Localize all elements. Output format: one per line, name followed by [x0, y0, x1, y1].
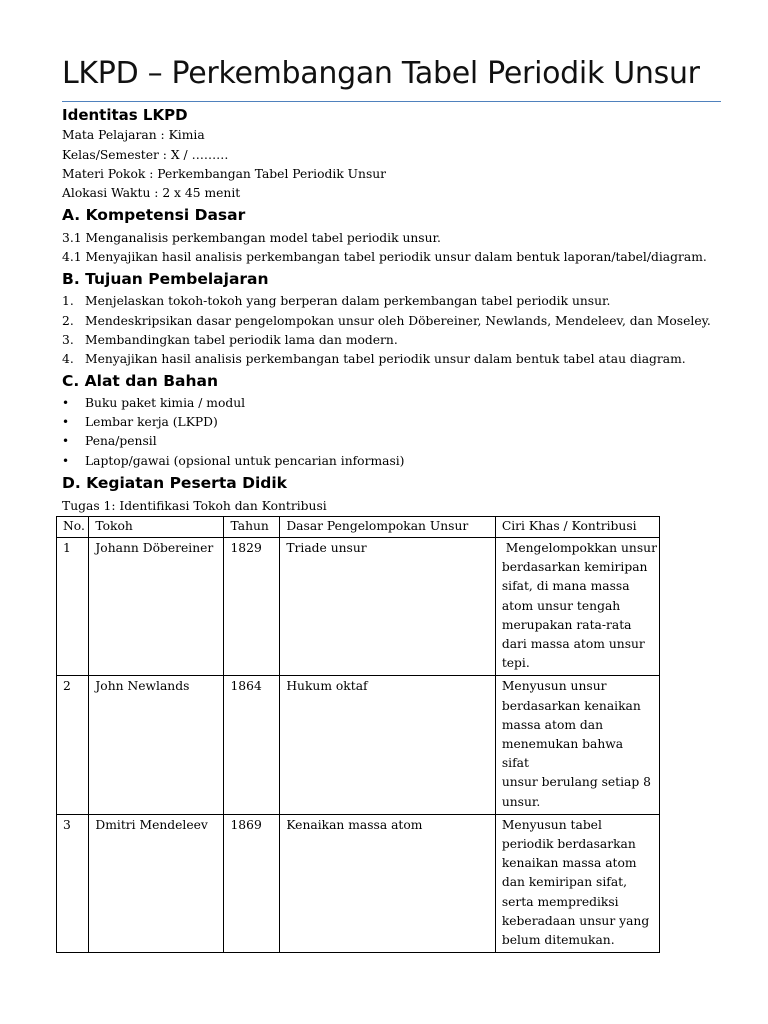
bullet-icon: • — [62, 434, 70, 448]
cell-line: berdasarkan kemiripan — [501, 560, 648, 575]
cell-no: 3 — [57, 814, 89, 952]
cell-line: dan kemiripan sifat, — [501, 875, 628, 890]
task-label: Tugas 1: Identifikasi Tokoh dan Kontribusi — [62, 499, 327, 513]
kompetensi-heading: A. Kompetensi Dasar — [62, 206, 246, 224]
item-text: Lembar kerja (LKPD) — [85, 415, 218, 429]
tujuan-item — [62, 294, 610, 309]
cell-line: berdasarkan kenaikan — [501, 698, 641, 713]
bullet-icon: • — [62, 396, 70, 410]
cell-no: 1 — [57, 538, 89, 676]
identitas-heading: Identitas LKPD — [62, 106, 188, 124]
cell-dasar: Kenaikan massa atom — [280, 814, 496, 952]
cell-line: merupakan rata-rata — [501, 617, 632, 632]
table-header-row — [57, 517, 660, 538]
header-dasar: Dasar Pengelompokan Unsur — [280, 517, 496, 538]
cell-ciri — [495, 814, 659, 952]
cell-tokoh: John Newlands — [89, 676, 224, 814]
cell-line: serta memprediksi — [501, 894, 619, 909]
tokoh-table — [56, 516, 660, 953]
tujuan-item — [62, 352, 686, 367]
item-text: Laptop/gawai (opsional untuk pencarian informasi) — [85, 454, 405, 468]
cell-ciri — [495, 538, 659, 676]
bullet-icon: • — [62, 454, 70, 468]
cell-no: 2 — [57, 676, 89, 814]
item-text: Mendeskripsikan dasar pengelompokan unsur oleh Döbereiner, Newlands, Mendeleev, dan Moseley. — [85, 314, 711, 328]
cell-ciri — [495, 676, 659, 814]
kegiatan-heading: D. Kegiatan Peserta Didik — [62, 474, 287, 492]
item-text: Membandingkan tabel periodik lama dan modern. — [85, 333, 398, 347]
table-row — [57, 814, 660, 952]
tujuan-item — [62, 333, 398, 348]
tujuan-item — [62, 314, 711, 329]
item-number: 4. — [62, 352, 74, 366]
cell-line: Menyusun tabel — [501, 817, 602, 832]
identitas-line: Mata Pelajaran : Kimia — [62, 128, 205, 142]
cell-tahun: 1829 — [224, 538, 280, 676]
item-text: Buku paket kimia / modul — [85, 396, 246, 410]
header-tokoh: Tokoh — [89, 517, 224, 538]
title-underline — [62, 101, 721, 102]
item-number: 1. — [62, 294, 74, 308]
identitas-line: Materi Pokok : Perkembangan Tabel Periodik Unsur — [62, 167, 387, 181]
alat-item — [62, 434, 157, 449]
item-text: Menyajikan hasil analisis perkembangan tabel periodik unsur dalam bentuk tabel atau diagram. — [85, 352, 686, 366]
table-row — [57, 538, 660, 676]
cell-line: unsur berulang setiap 8 — [501, 775, 651, 790]
cell-line: kenaikan massa atom — [501, 856, 637, 871]
cell-dasar: Triade unsur — [280, 538, 496, 676]
cell-line: unsur. — [501, 794, 541, 809]
alat-heading: C. Alat dan Bahan — [62, 372, 219, 390]
header-tahun: Tahun — [224, 517, 280, 538]
item-number: 3. — [62, 333, 74, 347]
cell-line: Mengelompokkan unsur — [501, 541, 657, 555]
cell-tahun: 1864 — [224, 676, 280, 814]
cell-tahun: 1869 — [224, 814, 280, 952]
cell-line: menemukan bahwa sifat — [501, 737, 624, 771]
cell-line: periodik berdasarkan — [501, 837, 636, 852]
tujuan-heading: B. Tujuan Pembelajaran — [62, 270, 269, 288]
identitas-line: Alokasi Waktu : 2 x 45 menit — [62, 186, 241, 200]
cell-line: atom unsur tengah — [501, 598, 621, 613]
alat-item — [62, 396, 245, 411]
identitas-line: Kelas/Semester : X / ……… — [62, 148, 229, 162]
cell-line: dari massa atom unsur — [501, 637, 645, 652]
item-text: Pena/pensil — [85, 434, 157, 448]
document-title: LKPD – Perkembangan Tabel Periodik Unsur — [62, 56, 700, 91]
bullet-icon: • — [62, 415, 70, 429]
header-no: No. — [57, 517, 89, 538]
item-number: 2. — [62, 314, 74, 328]
kompetensi-line: 4.1 Menyajikan hasil analisis perkembangan tabel periodik unsur dalam bentuk laporan/tabel/diagram. — [62, 250, 707, 264]
cell-tokoh: Dmitri Mendeleev — [89, 814, 224, 952]
cell-tokoh: Johann Döbereiner — [89, 538, 224, 676]
cell-line: keberadaan unsur yang — [501, 913, 650, 928]
cell-line: sifat, di mana massa — [501, 579, 630, 594]
header-ciri: Ciri Khas / Kontribusi — [495, 517, 659, 538]
cell-line: belum ditemukan. — [501, 933, 615, 948]
item-text: Menjelaskan tokoh-tokoh yang berperan dalam perkembangan tabel periodik unsur. — [85, 294, 611, 308]
cell-line: massa atom dan — [501, 717, 604, 732]
alat-item — [62, 454, 404, 469]
table-row — [57, 676, 660, 814]
cell-dasar: Hukum oktaf — [280, 676, 496, 814]
kompetensi-line: 3.1 Menganalisis perkembangan model tabel periodik unsur. — [62, 231, 441, 245]
alat-item — [62, 415, 218, 430]
cell-line: tepi. — [501, 656, 530, 671]
cell-line: Menyusun unsur — [501, 679, 607, 694]
